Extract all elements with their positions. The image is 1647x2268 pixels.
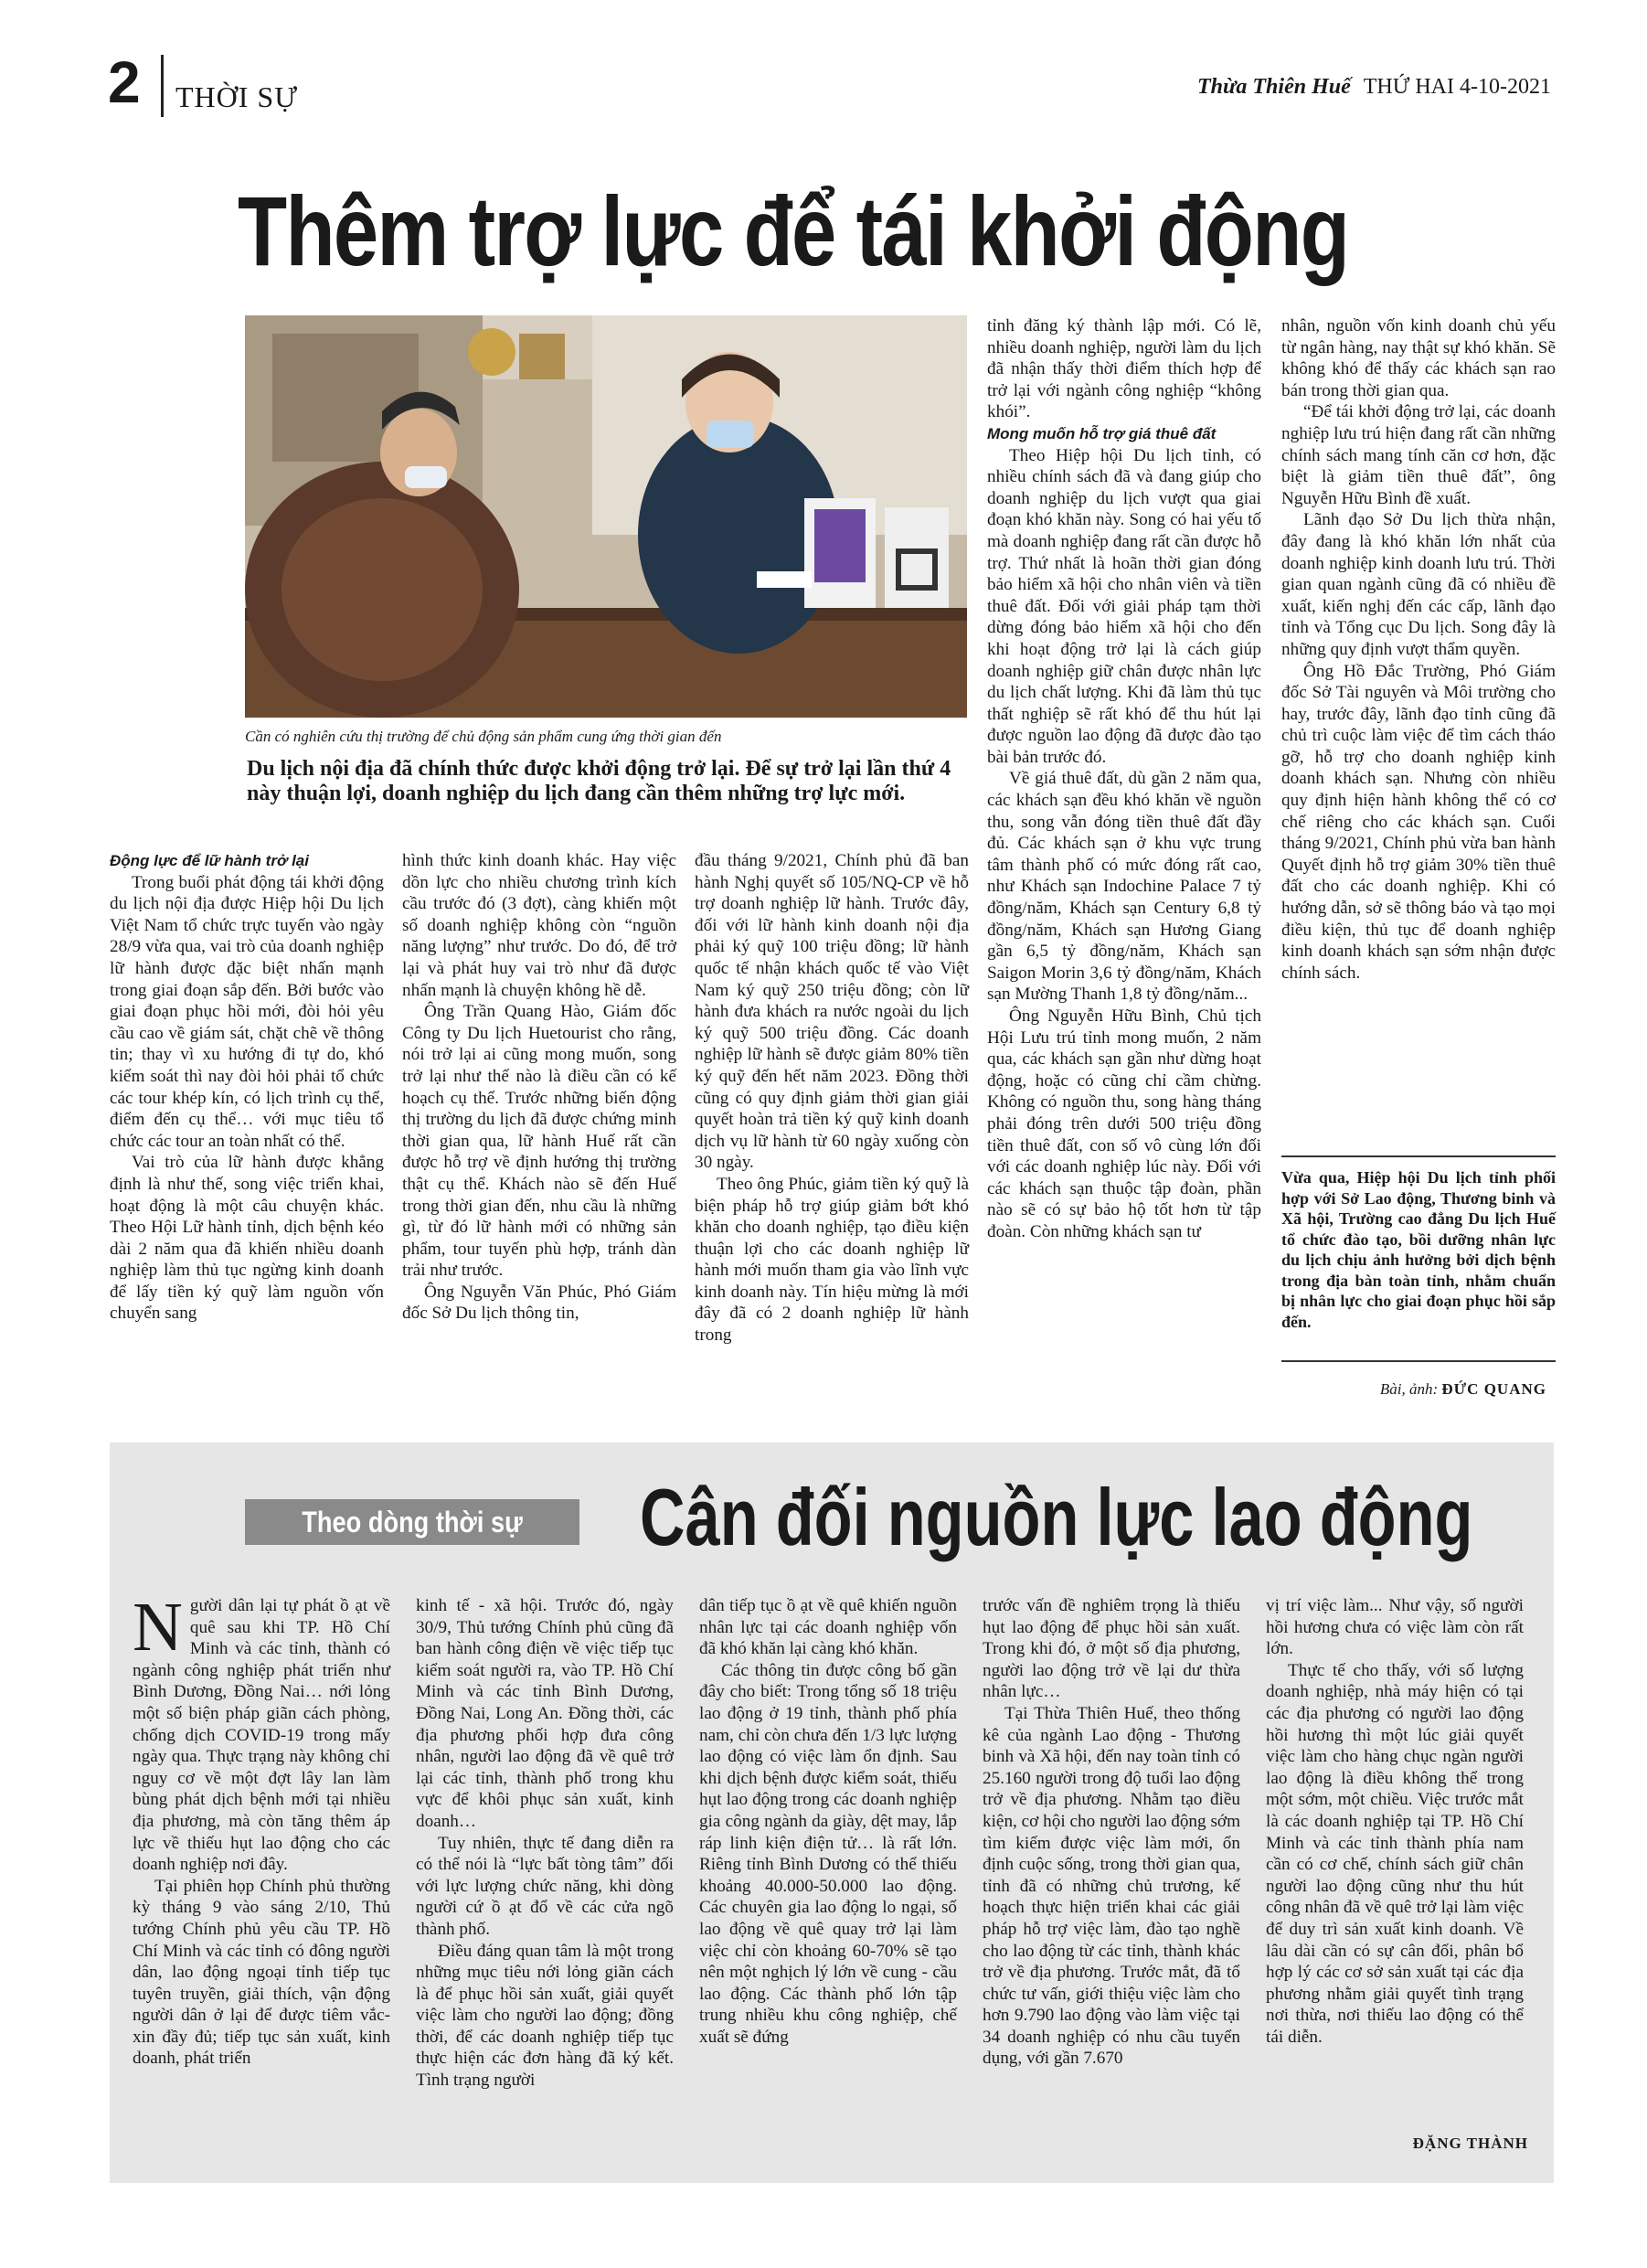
article2-byline: ĐẶNG THÀNH [1412, 2135, 1528, 2152]
paragraph: Theo ông Phúc, giảm tiền ký quỹ là biện pháp hỗ trợ giúp giảm bớt khó khăn cho doanh nghiệp, tạo điều kiện thuận lợi cho các doanh nghiệp lữ hành mới muốn tham gia vào lĩnh vực kinh doanh này. Tín hiệu mừng là mới đây đã có 2 doanh nghiệp lữ hành trong [695, 1174, 969, 1346]
subheading: Động lực để lữ hành trở lại [110, 852, 309, 869]
paragraph: Ông Trần Quang Hào, Giám đốc Công ty Du lịch Huetourist cho rằng, nói trở lại ai cũng mong muốn, song trở lại như thế nào là điều cần có kế hoạch cụ thể. Trước những biến động thị trường du lịch đã được chứng minh thời gian qua, lữ hành Huế rất cần được hỗ trợ về định hướng thị trường thật cụ thể. Khách nào sẽ đến Huế trong thời gian đến, nhu cầu là những gì, từ đó lữ hành mới có những sản phẩm, tour tuyến phù hợp, tránh dàn trải như trước. [402, 1002, 676, 1281]
paragraph-text: gười dân lại tự phát ồ ạt về quê sau khi TP. Hồ Chí Minh và các tỉnh, thành có ngành công nghiệp phát triển như Bình Dương, Đồng Nai… nới lỏng một số biện pháp giãn cách phòng, chống dịch COVID-19 trong mấy ngày qua. Thực trạng này không chỉ nguy cơ về một đợt lây lan làm bùng phát dịch bệnh mới tại nhiều địa phương, mà còn tăng thêm áp lực về thiếu hụt lao động cho các doanh nghiệp nơi đây. [133, 1596, 390, 1875]
paragraph: Các thông tin được công bố gần đây cho biết: Trong tổng số 18 triệu lao động ở 19 tỉnh, thành phố phía nam, chỉ còn chưa đến 1/3 lực lượng lao động có việc làm ổn định. Sau khi dịch bệnh được kiểm soát, thiếu hụt lao động trong các doanh nghiệp gia công ngành da giày, dệt may, lắp ráp linh kiện điện tử… là rất lớn. Riêng tỉnh Bình Dương có thể thiếu khoảng 40.000-50.000 lao động. Các chuyên gia lao động lo ngại, số lao động về quê quay trở lại làm việc chỉ còn khoảng 60-70% sẽ tạo nên một nghịch lý lớn về cung - cầu lao động. Các thành phố lớn tập trung nhiều khu công nghiệp, chế xuất sẽ đứng [699, 1660, 957, 2047]
paragraph: Ông Nguyễn Hữu Bình, Chủ tịch Hội Lưu trú tỉnh mong muốn, 2 năm qua, các khách sạn gần như dừng hoạt động, hoặc có cũng chỉ cầm chừng. Không có nguồn thu, song hàng tháng phải đóng trên dưới 500 triệu đồng tiền thuê đất, con số vô cùng lớn đối với các doanh nghiệp lúc này. Đối với các khách sạn thuộc tập đoàn, phần nào sẽ có sự bảo hộ tốt hơn từ tập đoàn. Còn những khách sạn tư [987, 1006, 1261, 1241]
article2-column-4 [983, 1595, 1240, 2070]
article-photo [245, 315, 967, 718]
article2-column-1 [133, 1589, 390, 2070]
paragraph: Trong buổi phát động tái khởi động du lịch nội địa được Hiệp hội Du lịch Việt Nam tổ chức trực tuyến vào ngày 28/9 vừa qua, vai trò của doanh nghiệp lữ hành được đặc biệt nhấn mạnh trong giai đoạn sắp đến. Bởi bước vào giai đoạn phục hồi mới, đòi hỏi yêu cầu cao về giám sát, chặt chẽ về thông tin; thay vì xu hướng đi tự do, khó kiểm soát thì nay đòi hỏi phải tổ chức các tour khép kín, có lịch trình cụ thể, điểm đến cụ thể… với mục tiêu tổ chức các tour an toàn nhất có thể. [110, 872, 384, 1151]
article1-column-5 [1281, 315, 1556, 984]
byline-prefix: Bài, ảnh: [1379, 1380, 1439, 1398]
paragraph: Tại Thừa Thiên Huế, theo thống kê của ngành Lao động - Thương binh và Xã hội, đến nay toàn tỉnh có 25.160 người trong độ tuổi lao động trở về địa phương. Nhằm tạo điều kiện, cơ hội cho người lao động sớm tìm kiếm được việc làm mới, ổn định cuộc sống, trong thời gian qua, tỉnh đã có những chủ trương, kế hoạch thực hiện triển khai các giải pháp hỗ trợ việc làm, đào tạo nghề cho lao động từ các tỉnh, thành khác trở về địa phương. Trước mắt, đã tổ chức tư vấn, giới thiệu việc làm cho hơn 9.790 lao động vào làm việc tại 34 doanh nghiệp có nhu cầu tuyển dụng, với gần 7.670 [983, 1703, 1240, 2069]
paragraph: Ông Nguyễn Văn Phúc, Phó Giám đốc Sở Du lịch thông tin, [402, 1282, 676, 1324]
issue-date: THỨ HAI 4-10-2021 [1363, 75, 1551, 99]
header-divider [161, 55, 164, 117]
paragraph: hình thức kinh doanh khác. Hay việc dồn lực cho nhiều chương trình kích cầu trước đó (3 đợt), càng khiến một số doanh nghiệp không còn “nguồn năng lượng” như trước. Do đó, để trở lại và phát huy vai trò như đã được nhấn mạnh là chuyện không hề dễ. [402, 851, 676, 1000]
paragraph: kinh tế - xã hội. Trước đó, ngày 30/9, Thủ tướng Chính phủ cũng đã ban hành công điện về việc tiếp tục kiểm soát người ra, vào TP. Hồ Chí Minh và các tỉnh Bình Dương, Đồng Nai, Long An. Đồng thời, các địa phương phối hợp đưa công nhân, người lao động đã về quê trở lại các tỉnh, thành phố trong khu vực để khôi phục sản xuất, kinh doanh… [416, 1596, 674, 1831]
article2-column-5 [1266, 1595, 1524, 2048]
photo-caption: Cần có nghiên cứu thị trường để chủ động sản phẩm cung ứng thời gian đến [245, 728, 722, 745]
paragraph: nhân, nguồn vốn kinh doanh chủ yếu từ ngân hàng, nay thật sự khó khăn. Sẽ không khó để thấy các khách sạn rao bán trong thời gian qua. [1281, 316, 1556, 400]
paragraph: trước vấn đề nghiêm trọng là thiếu hụt lao động để phục hồi sản xuất. Trong khi đó, ở một số địa phương, người lao động trở về lại dư thừa nhân lực… [983, 1596, 1240, 1702]
paragraph: “Để tái khởi động trở lại, các doanh nghiệp lưu trú hiện đang rất cần những chính sách mang tính căn cơ hơn, đặc biệt là giảm tiền thuê đất”, ông Nguyễn Hữu Bình đề xuất. [1281, 402, 1556, 508]
article1-column-1 [110, 850, 384, 1325]
column-tag [245, 1499, 579, 1545]
subheading: Mong muốn hỗ trợ giá thuê đất [987, 424, 1217, 442]
article1-column-3 [695, 850, 969, 1347]
publication-info [1197, 75, 1551, 100]
article1-lead: Du lịch nội địa đã chính thức được khởi động trở lại. Để sự trở lại lần thứ 4 này thuận lợi, doanh nghiệp du lịch đang cần thêm những trợ lực mới. [247, 757, 951, 805]
paragraph: Vai trò của lữ hành được khẳng định là như thế, song việc triển khai, hoạt động là một câu chuyện khác. Theo Hội Lữ hành tỉnh, dịch bệnh kéo dài 2 năm qua đã khiến nhiều doanh nghiệp làm thủ tục ngừng kinh doanh để lấy tiền ký quỹ làm nguồn vốn chuyển sang [110, 1153, 384, 1324]
box-rule-top [1281, 1155, 1556, 1157]
paragraph-first [133, 1589, 390, 1876]
page-number: 2 [108, 49, 141, 115]
article1-headline: Thêm trợ lực để tái khởi động [238, 176, 1349, 286]
article1-byline [1380, 1380, 1546, 1399]
paragraph: Điều đáng quan tâm là một trong những mục tiêu nới lỏng giãn cách là để phục hồi sản xuất, giải quyết việc làm cho người lao động; đồng thời, để các doanh nghiệp tiếp tục thực hiện các đơn hàng đã ký kết. Tình trạng người [416, 1941, 674, 2091]
paragraph: đầu tháng 9/2021, Chính phủ đã ban hành Nghị quyết số 105/NQ-CP về hỗ trợ doanh nghiệp lữ hành. Trước đây, đối với lữ hành kinh doanh nội địa phải ký quỹ 100 triệu đồng; lữ hành quốc tế nhận khách quốc tế vào Việt Nam ký quỹ 250 triệu đồng; còn lữ hành đưa khách ra nước ngoài du lịch ký quỹ 500 triệu đồng. Các doanh nghiệp lữ hành sẽ được giảm 80% tiền ký quỹ đến hết năm 2023. Đồng thời cũng có quy định giảm thời gian giải quyết hoàn trả tiền ký quỹ kinh doanh dịch vụ lữ hành từ 60 ngày xuống còn 30 ngày. [695, 851, 969, 1173]
article1-column-4 [987, 315, 1261, 1243]
article1-column-2 [402, 850, 676, 1325]
paragraph: Tại phiên họp Chính phủ thường kỳ tháng 9 vào sáng 2/10, Thủ tướng Chính phủ yêu cầu TP. Hồ Chí Minh và các tỉnh có đông người dân, lao động ngoại tỉnh tiếp tục tuyên truyền, giải thích, vận động người dân ở lại để được tiêm vắc-xin đầy đủ; tiếp tục sản xuất, kinh doanh, phát triển [133, 1876, 390, 2069]
paragraph: Thực tế cho thấy, với số lượng doanh nghiệp, nhà máy hiện có tại các địa phương có người lao động hồi hương thì một lúc giải quyết việc làm cho hàng chục ngàn người lao động là điều không thể trong một sớm, một chiều. Việc trước mắt là các doanh nghiệp tại TP. Hồ Chí Minh và các tỉnh thành phía nam cần có cơ chế, chính sách giữ chân người lao động cũng như thu hút công nhân đã về quê trở lại làm việc để duy trì sản xuất kinh doanh. Về lâu dài cần có sự cân đối, phân bổ hợp lý các cơ sở sản xuất tại các địa phương nhằm giải quyết tình trạng nơi thừa, nơi thiếu lao động có thể tái diễn. [1266, 1660, 1524, 2047]
paragraph: Theo Hiệp hội Du lịch tỉnh, có nhiều chính sách đã và đang giúp cho doanh nghiệp du lịch vượt qua giai đoạn khó khăn này. Song có hai yếu tố mà doanh nghiệp đang rất cần được hỗ trợ. Thứ nhất là hoãn thời gian đóng bảo hiểm xã hội cho nhân viên và tiền thuê đất. Đối với giải pháp tạm thời dừng đóng bảo hiểm xã hội cho đến khi hoạt động trở lại là cách giúp doanh nghiệp giữ chân được nhân lực du lịch chất lượng. Khi đã làm thủ tục thất nghiệp sẽ rất khó để thu hút lại được nguồn lao động đã được đào tạo bài bản trước đó. [987, 445, 1261, 767]
drop-cap: N [133, 1589, 183, 1666]
paragraph: tỉnh đăng ký thành lập mới. Có lẽ, nhiều doanh nghiệp, người làm du lịch đã nhận thấy thời điểm thích hợp để trở lại với ngành công nghiệp “không khói”. [987, 316, 1261, 422]
paragraph: dân tiếp tục ồ ạt về quê khiến nguồn nhân lực tại các doanh nghiệp vốn đã khó khăn lại càng khó khăn. [699, 1596, 957, 1659]
paragraph: Lãnh đạo Sở Du lịch thừa nhận, đây đang là khó khăn lớn nhất của doanh nghiệp kinh doanh lưu trú. Thời gian quan ngành cũng đã có nhiều đề xuất, kiến nghị đến các cấp, lãnh đạo tỉnh và Tổng cục Du lịch. Song đây là những quy định vượt thẩm quyền. [1281, 510, 1556, 659]
paragraph: Ông Hồ Đắc Trường, Phó Giám đốc Sở Tài nguyên và Môi trường cho hay, trước đây, lãnh đạo tỉnh cũng đã chủ trì cuộc làm việc để tìm cách tháo gỡ, hỗ trợ cho doanh nghiệp kinh doanh khách sạn. Nhưng còn nhiều quy định hiện hành không thể có cơ chế riêng cho các khách sạn. Cuối tháng 9/2021, Chính phủ vừa ban hành Quyết định hỗ trợ giảm 30% tiền thuê đất cho các doanh nghiệp. Khi có hướng dẫn, sở sẽ thông báo và tạo mọi điều kiện, thủ tục để doanh nghiệp kinh doanh khách sạn sớm nhận được chính sách. [1281, 661, 1556, 983]
paragraph: Tuy nhiên, thực tế đang diễn ra có thể nói là “lực bất tòng tâm” đối với lực lượng chức năng, khi dòng người cứ ồ ạt đổ về các cửa ngõ thành phố. [416, 1833, 674, 1939]
article2-column-3 [699, 1595, 957, 2048]
photo-illustration [245, 315, 967, 718]
paragraph: vị trí việc làm... Như vậy, số người hồi hương chưa có việc làm còn rất lớn. [1266, 1596, 1524, 1659]
publication-name: Thừa Thiên Huế [1197, 75, 1351, 99]
article2-headline: Cân đối nguồn lực lao động [640, 1472, 1473, 1562]
column-tag-label: Theo dòng thời sự [302, 1506, 523, 1539]
article2-column-2 [416, 1595, 674, 2092]
section-label: THỜI SỰ [175, 80, 299, 113]
info-box: Vừa qua, Hiệp hội Du lịch tỉnh phối hợp với Sở Lao động, Thương binh và Xã hội, Trường cao đẳng Du lịch Huế tổ chức đào tạo, bồi dưỡng nhân lực du lịch chịu ảnh hưởng bởi dịch bệnh trong địa bàn toàn tỉnh, nhằm chuẩn bị nhân lực cho giai đoạn phục hồi sắp đến. [1281, 1168, 1556, 1331]
byline-author: ĐỨC QUANG [1441, 1380, 1546, 1398]
paragraph: Về giá thuê đất, dù gần 2 năm qua, các khách sạn đều khó khăn về nguồn thu, song vẫn đóng tiền thuê đất đầy đủ. Các khách sạn ở khu vực trung tâm thành phố có mức đóng rất cao, như Khách sạn Indochine Palace 7 tỷ đồng/năm, Khách sạn Century 6,8 tỷ đồng/năm, Khách sạn Hương Giang gần 6,5 tỷ đồng/năm, Khách sạn Saigon Morin 3,6 tỷ đồng/năm, Khách sạn Mường Thanh 1,8 tỷ đồng/năm... [987, 769, 1261, 1005]
box-rule-bottom [1281, 1360, 1556, 1362]
